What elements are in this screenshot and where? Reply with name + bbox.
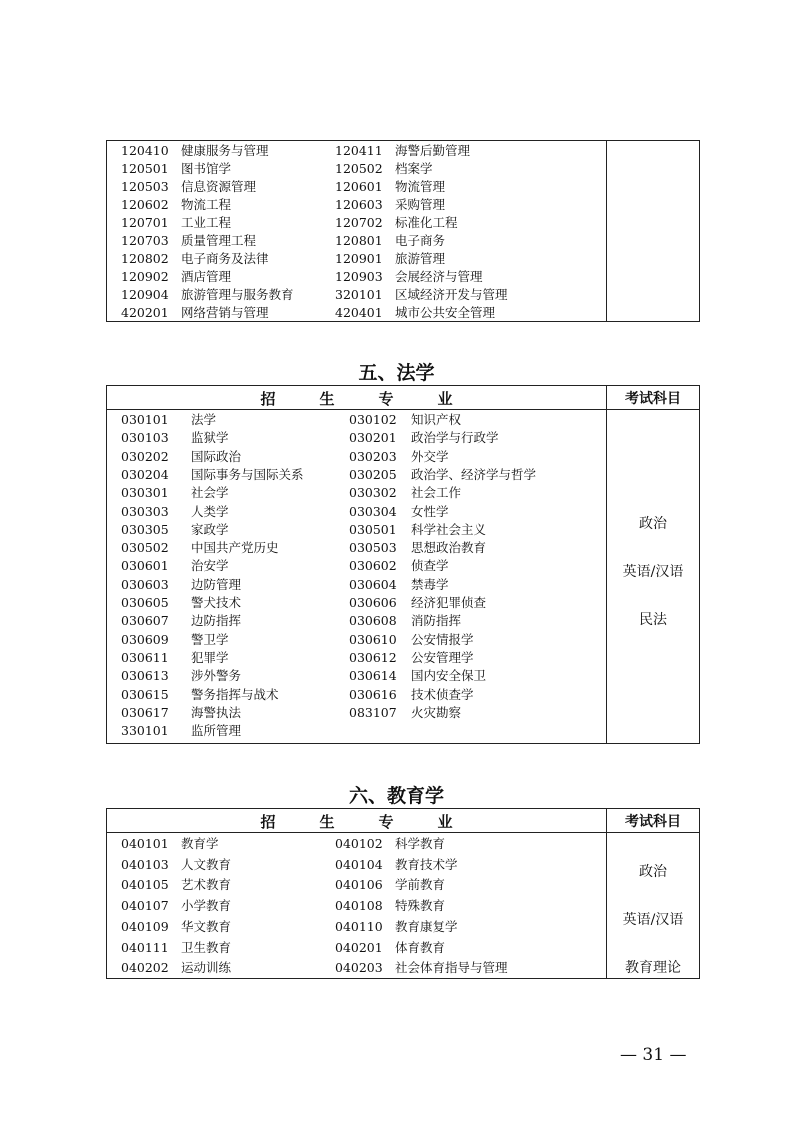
- major-code: 030201: [349, 430, 397, 446]
- table-header: [107, 386, 699, 410]
- subjects-column: [607, 410, 699, 743]
- major-name: 信息资源管理: [181, 179, 257, 194]
- table-row: [107, 649, 607, 667]
- subject-language: 英语/汉语: [622, 912, 684, 928]
- major-code: 040111: [121, 939, 169, 955]
- major-name: 体育教育: [395, 939, 446, 955]
- table-row: [107, 594, 607, 612]
- major-name: 警务指挥与战术: [191, 686, 279, 702]
- major-name: 治安学: [191, 558, 229, 574]
- major-code: 030205: [349, 466, 397, 482]
- major-name: 华文教育: [181, 918, 232, 934]
- major-code: 120802: [121, 251, 169, 266]
- major-name: 国内安全保卫: [411, 668, 487, 684]
- major-code: 420201: [121, 305, 169, 320]
- major-name: 艺术教育: [181, 877, 232, 893]
- subject-politics: 政治: [639, 864, 667, 880]
- major-name: 会展经济与管理: [395, 269, 483, 284]
- major-name: 公安情报学: [411, 631, 474, 647]
- major-name: 小学教育: [181, 898, 232, 914]
- table-row: [107, 897, 607, 915]
- major-code: 120603: [335, 197, 383, 212]
- table-row: [107, 411, 607, 429]
- major-code: 120902: [121, 269, 169, 284]
- table-row: [107, 667, 607, 685]
- major-code: 040202: [121, 960, 169, 976]
- education-majors-table: [106, 808, 700, 979]
- major-name: 外交学: [411, 448, 449, 464]
- major-code: 083107: [349, 704, 397, 720]
- major-name: 国际事务与国际关系: [191, 466, 304, 482]
- table-row: [107, 704, 607, 722]
- table-row: [107, 142, 607, 160]
- major-name: 图书馆学: [181, 161, 232, 176]
- major-code: 120411: [335, 143, 383, 158]
- major-name: 城市公共安全管理: [395, 305, 496, 320]
- table-row: [107, 503, 607, 521]
- major-name: 网络营销与管理: [181, 305, 269, 320]
- major-code: 120901: [335, 251, 383, 266]
- major-name: 人类学: [191, 503, 229, 519]
- table-row: [107, 268, 607, 286]
- major-name: 女性学: [411, 503, 449, 519]
- major-code: 040106: [335, 877, 383, 893]
- major-code: 040105: [121, 877, 169, 893]
- major-name: 国际政治: [191, 448, 242, 464]
- subject-politics: 政治: [639, 516, 667, 532]
- major-code: 030608: [349, 613, 397, 629]
- major-name: 酒店管理: [181, 269, 232, 284]
- subjects-header: 考试科目: [625, 391, 681, 407]
- table-row: [107, 466, 607, 484]
- major-name: 涉外警务: [191, 668, 242, 684]
- major-name: 工业工程: [181, 215, 232, 230]
- table-row: [107, 304, 607, 322]
- table-row: [107, 484, 607, 502]
- major-code: 030202: [121, 448, 169, 464]
- major-name: 禁毒学: [411, 576, 449, 592]
- major-code: 030613: [121, 668, 169, 684]
- major-name: 卫生教育: [181, 939, 232, 955]
- major-name: 教育学: [181, 836, 219, 851]
- table-row: [107, 959, 607, 977]
- major-name: 旅游管理与服务教育: [181, 287, 294, 302]
- major-name: 社会学: [191, 485, 229, 501]
- major-name: 采购管理: [395, 197, 446, 212]
- major-name: 边防指挥: [191, 613, 242, 629]
- major-name: 警卫学: [191, 631, 229, 647]
- major-code: 120410: [121, 143, 169, 158]
- major-name: 监所管理: [191, 723, 242, 739]
- major-code: 320101: [335, 287, 383, 302]
- major-code: 030204: [121, 466, 169, 482]
- major-name: 运动训练: [181, 960, 232, 976]
- major-name: 思想政治教育: [411, 540, 487, 556]
- major-code: 120601: [335, 179, 383, 194]
- major-name: 区域经济开发与管理: [395, 287, 508, 302]
- major-code: 120702: [335, 215, 383, 230]
- major-code: 030615: [121, 686, 169, 702]
- major-code: 030304: [349, 503, 397, 519]
- major-name: 监狱学: [191, 430, 229, 446]
- table-row: [107, 835, 607, 853]
- major-code: 030606: [349, 595, 397, 610]
- major-name: 物流管理: [395, 179, 446, 194]
- major-code: 030101: [121, 412, 169, 427]
- majors-table-continued: [106, 140, 700, 322]
- section-title-education: 六、教育学: [348, 785, 444, 807]
- major-code: 030502: [121, 540, 169, 556]
- major-code: 120903: [335, 269, 383, 284]
- major-name: 海警执法: [191, 704, 242, 720]
- major-code: 030305: [121, 521, 169, 537]
- major-code: 120602: [121, 197, 169, 212]
- major-code: 030604: [349, 576, 397, 592]
- major-name: 特殊教育: [395, 898, 446, 914]
- major-code: 040101: [121, 836, 169, 851]
- major-code: 030102: [349, 412, 397, 427]
- major-name: 标准化工程: [395, 215, 458, 230]
- major-name: 学前教育: [395, 877, 446, 893]
- table-row: [107, 448, 607, 466]
- major-code: 030614: [349, 668, 397, 684]
- major-code: 030612: [349, 649, 397, 665]
- major-name: 教育技术学: [395, 856, 458, 872]
- majors-header: 招 生 专 业: [107, 809, 607, 833]
- table-header: [107, 809, 699, 833]
- subject-language: 英语/汉语: [622, 564, 684, 580]
- major-code: 330101: [121, 723, 169, 739]
- major-code: 040104: [335, 856, 383, 872]
- major-code: 030616: [349, 686, 397, 702]
- major-name: 档案学: [395, 161, 433, 176]
- major-name: 经济犯罪侦查: [411, 595, 487, 610]
- table-row: [107, 539, 607, 557]
- major-code: 040203: [335, 960, 383, 976]
- major-name: 警犬技术: [191, 595, 242, 610]
- major-code: 030602: [349, 558, 397, 574]
- subjects-header: 考试科目: [625, 814, 681, 830]
- major-code: 030601: [121, 558, 169, 574]
- major-code: 040103: [121, 856, 169, 872]
- table-row: [107, 160, 607, 178]
- major-name: 法学: [191, 412, 217, 427]
- major-name: 教育康复学: [395, 918, 458, 934]
- major-name: 社会工作: [411, 485, 462, 501]
- table-row: [107, 232, 607, 250]
- law-majors-table: [106, 385, 700, 744]
- major-code: 030103: [121, 430, 169, 446]
- table-row: [107, 918, 607, 936]
- subjects-column: [607, 141, 699, 321]
- subject-education-theory: 教育理论: [625, 960, 681, 976]
- major-name: 科学社会主义: [411, 521, 487, 537]
- major-code: 420401: [335, 305, 383, 320]
- major-code: 040201: [335, 939, 383, 955]
- major-name: 侦查学: [411, 558, 449, 574]
- major-code: 030302: [349, 485, 397, 501]
- page-number: — 31 —: [620, 1045, 687, 1065]
- major-code: 030607: [121, 613, 169, 629]
- table-row: [107, 939, 607, 957]
- major-name: 社会体育指导与管理: [395, 960, 508, 976]
- major-code: 120503: [121, 179, 169, 194]
- table-row: [107, 612, 607, 630]
- majors-header: 招 生 专 业: [107, 386, 607, 410]
- section-title-law: 五、法学: [358, 362, 435, 384]
- major-code: 030303: [121, 503, 169, 519]
- subject-civil-law: 民法: [639, 612, 667, 628]
- major-name: 中国共产党历史: [191, 540, 279, 556]
- major-name: 政治学与行政学: [411, 430, 499, 446]
- table-row: [107, 631, 607, 649]
- major-code: 030503: [349, 540, 397, 556]
- major-name: 公安管理学: [411, 649, 474, 665]
- table-row: [107, 557, 607, 575]
- major-code: 030603: [121, 576, 169, 592]
- major-name: 质量管理工程: [181, 233, 257, 248]
- major-name: 健康服务与管理: [181, 143, 269, 158]
- major-name: 边防管理: [191, 576, 242, 592]
- major-name: 政治学、经济学与哲学: [411, 466, 537, 482]
- table-row: [107, 178, 607, 196]
- major-code: 040108: [335, 898, 383, 914]
- table-row: [107, 250, 607, 268]
- major-code: 120501: [121, 161, 169, 176]
- major-name: 旅游管理: [395, 251, 446, 266]
- major-code: 030301: [121, 485, 169, 501]
- major-name: 海警后勤管理: [395, 143, 471, 158]
- major-code: 040109: [121, 918, 169, 934]
- major-code: 030609: [121, 631, 169, 647]
- major-name: 知识产权: [411, 412, 462, 427]
- major-name: 火灾勘察: [411, 704, 462, 720]
- major-name: 人文教育: [181, 856, 232, 872]
- table-row: [107, 521, 607, 539]
- table-row: [107, 429, 607, 447]
- major-code: 030610: [349, 631, 397, 647]
- major-code: 120703: [121, 233, 169, 248]
- major-name: 电子商务: [395, 233, 446, 248]
- table-row: [107, 876, 607, 894]
- major-code: 030203: [349, 448, 397, 464]
- major-code: 120904: [121, 287, 169, 302]
- table-row: [107, 722, 607, 740]
- major-name: 消防指挥: [411, 613, 462, 629]
- table-row: [107, 576, 607, 594]
- major-code: 120502: [335, 161, 383, 176]
- major-code: 120801: [335, 233, 383, 248]
- major-name: 技术侦查学: [411, 686, 474, 702]
- major-code: 030605: [121, 595, 169, 610]
- major-name: 家政学: [191, 521, 229, 537]
- major-name: 电子商务及法律: [181, 251, 269, 266]
- major-code: 030501: [349, 521, 397, 537]
- major-code: 030617: [121, 704, 169, 720]
- major-name: 犯罪学: [191, 649, 229, 665]
- table-row: [107, 214, 607, 232]
- table-row: [107, 856, 607, 874]
- major-code: 120701: [121, 215, 169, 230]
- major-name: 科学教育: [395, 836, 446, 851]
- major-code: 040107: [121, 898, 169, 914]
- major-code: 040102: [335, 836, 383, 851]
- major-name: 物流工程: [181, 197, 232, 212]
- table-row: [107, 196, 607, 214]
- subjects-column: [607, 833, 699, 978]
- table-row: [107, 686, 607, 704]
- major-code: 040110: [335, 918, 383, 934]
- major-code: 030611: [121, 649, 169, 665]
- table-row: [107, 286, 607, 304]
